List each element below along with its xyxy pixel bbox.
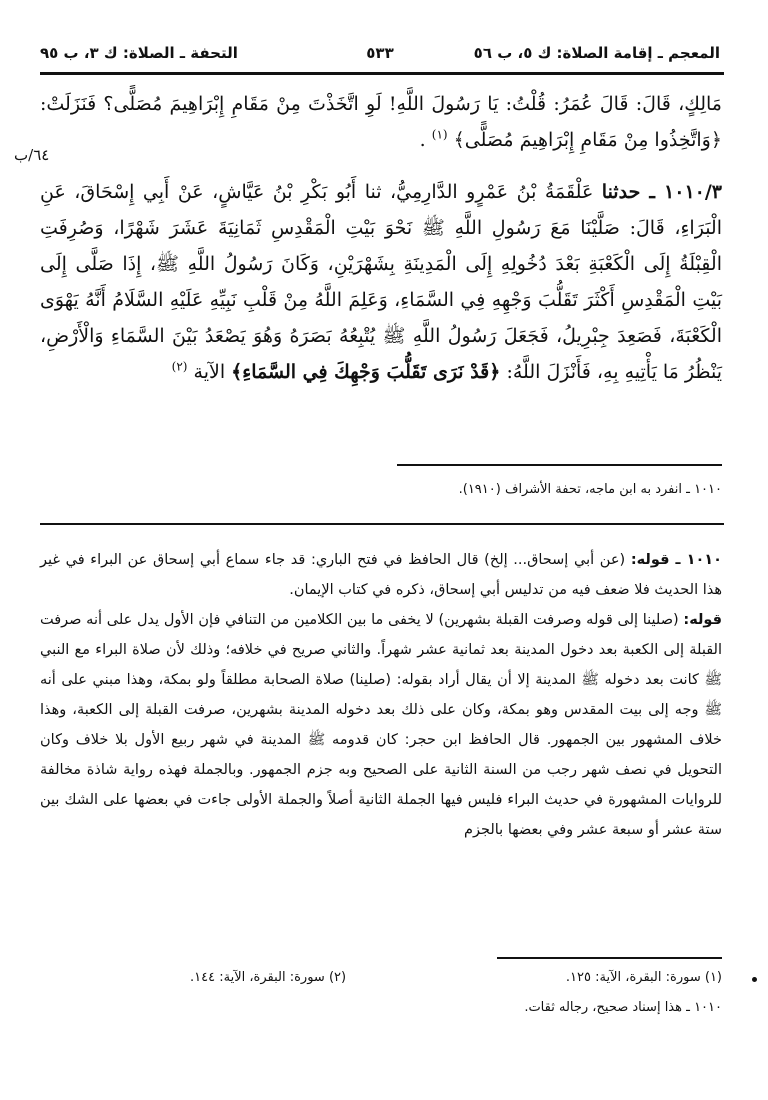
hadith-2-text: عَلْقَمَةُ بْنُ عَمْرٍو الدَّارِمِيُّ، ثنا أَبُو بَكْرِ بْنُ عَيَّاشٍ، عَنْ أَبِي إِسْحَاقَ، عَنِ الْبَرَاءِ، قَالَ: صَلَّيْنَا مَعَ رَسُولِ اللَّهِ ﷺ نَحْوَ بَيْتِ الْمَقْدِسِ ثَمَانِيَةَ عَشَرَ شَهْرًا، وَصُرِفَتِ الْقِبْلَةُ إِلَى الْكَعْبَةِ بَعْدَ دُخُولِهِ إِلَى الْمَدِينَةِ بِشَهْرَيْنِ، وَكَانَ رَسُولُ اللَّهِ ﷺ، إِذَا صَلَّى إِلَى بَيْتِ الْمَقْدِسِ أَكْثَرَ تَقَلُّبَ وَجْهِهِ فِي السَّمَاءِ، وَعَلِمَ اللَّهُ مِنْ قَلْبِ نَبِيِّهِ عَلَيْهِ السَّلَامُ أَنَّهُ يَهْوَى الْكَعْبَةَ، فَصَعِدَ جِبْرِيلُ، فَجَعَلَ رَسُولُ اللَّهِ ﷺ يُتْبِعُهُ بَصَرَهُ وَهُوَ يَصْعَدُ بَيْنَ السَّمَاءِ وَالْأَرْضِ، يَنْظُرُ مَا يَأْتِيهِ بِهِ، فَأَنْزَلَ اللَّهُ: xyxy=(40,181,722,383)
footnote-2: (٢) سورة: البقرة، الآية: ١٤٤. xyxy=(190,970,347,985)
header-right: المعجم ـ إقامة الصلاة: ك ٥، ب ٥٦ xyxy=(473,44,720,62)
header-rule xyxy=(40,72,724,75)
footnotes-row xyxy=(40,970,722,994)
footnote-1: (١) سورة: البقرة، الآية: ١٢٥. xyxy=(565,970,722,985)
commentary-label-2: قوله: xyxy=(683,612,723,628)
footnote-ref-2: (٢) xyxy=(171,359,188,374)
margin-folio-note: ٦٤/ب xyxy=(14,146,50,164)
header-left: التحفة ـ الصلاة: ك ٣، ب ٩٥ xyxy=(40,44,238,62)
short-rule-bottom xyxy=(497,957,722,959)
footnote-isnad: ١٠١٠ ـ هذا إسناد صحيح، رجاله ثقات. xyxy=(524,1000,722,1015)
section-rule xyxy=(40,523,724,525)
hadith-2-end: الآية xyxy=(193,361,226,383)
commentary-paragraph-2 xyxy=(40,605,722,845)
takhrij-note: ١٠١٠ ـ انفرد به ابن ماجه، تحفة الأشراف (١٩١٠). xyxy=(458,482,722,497)
commentary-text-2: (صلينا إلى قوله وصرفت القبلة بشهرين) لا يخفى ما بين الكلامين من التنافي فإن الأول يدل على أنه صرفت القبلة إلى الكعبة بعد دخول المدينة بعد ثمانية عشر شهراً. والثاني صريح في خلافه؛ وذلك لأن صلاة البراء مع النبي ﷺ كانت بعد دخوله ﷺ المدينة إلا أن يقال أراد بقوله: (صلينا) صلاة الصحابة مطلقاً ولو بمكة، وهذا مبني على أنه ﷺ وجه إلى بيت المقدس وهو بمكة، وكان على ذلك بعد دخوله المدينة بشهرين، صرفت القبلة إلى الكعبة، وهذا خلاف المشهور بين الجمهور. قال الحافظ ابن حجر: كان قدومه ﷺ المدينة في شهر ربيع الأول بلا خلاف وكان التحويل في نصف شهر رجب من السنة الثانية على الصحيح وبه جزم الجمهور. وبالجملة فهذه رواية شاذة مخالفة للروايات المشهورة في حديث البراء فليس فيها الجملة الثانية أصلاً والجملة الأولى جاءت في بعضها على الشك بين ستة عشر أو سبعة عشر وفي بعضها بالجزم xyxy=(40,612,722,838)
hadith-number: ١٠١٠/٣ ـ حدثنا xyxy=(601,181,722,203)
commentary xyxy=(40,545,722,845)
commentary-text-1: (عن أبي إسحاق... إلخ) قال الحافظ في فتح الباري: قد جاء سماع أبي إسحاق عن البراء في غير هذا الحديث فلا ضعف فيه من تدليس أبي إسحاق، ذكره في كتاب الإيمان. xyxy=(40,552,722,598)
commentary-label-1: ١٠١٠ ـ قوله: xyxy=(630,552,722,568)
footnote-ref-1: (١) xyxy=(431,127,448,142)
hadith-1-text: مَالِكٍ، قَالَ: قَالَ عُمَرُ: قُلْتُ: يَا رَسُولَ اللَّهِ! لَوِ اتَّخَذْتَ مِنْ مَقَامِ إِبْرَاهِيمَ مُصَلًّى؟ فَنَزَلَتْ: ﴿وَاتَّخِذُوا مِنْ مَقَامِ إِبْرَاهِيمَ مُصَلًّى﴾ xyxy=(40,93,722,151)
hadith-text xyxy=(40,86,722,390)
margin-dot xyxy=(752,977,757,982)
hadith-1-end: . xyxy=(419,129,426,151)
short-rule-top xyxy=(397,464,722,466)
hadith-paragraph-1 xyxy=(40,86,722,158)
page-number: ٥٣٣ xyxy=(366,44,394,62)
quran-verse: ﴿قَدْ نَرَى تَقَلُّبَ وَجْهِكَ فِي السَّمَاءِ﴾ xyxy=(231,361,501,383)
commentary-paragraph-1 xyxy=(40,545,722,605)
hadith-paragraph-2 xyxy=(40,174,722,390)
running-header xyxy=(40,44,720,68)
